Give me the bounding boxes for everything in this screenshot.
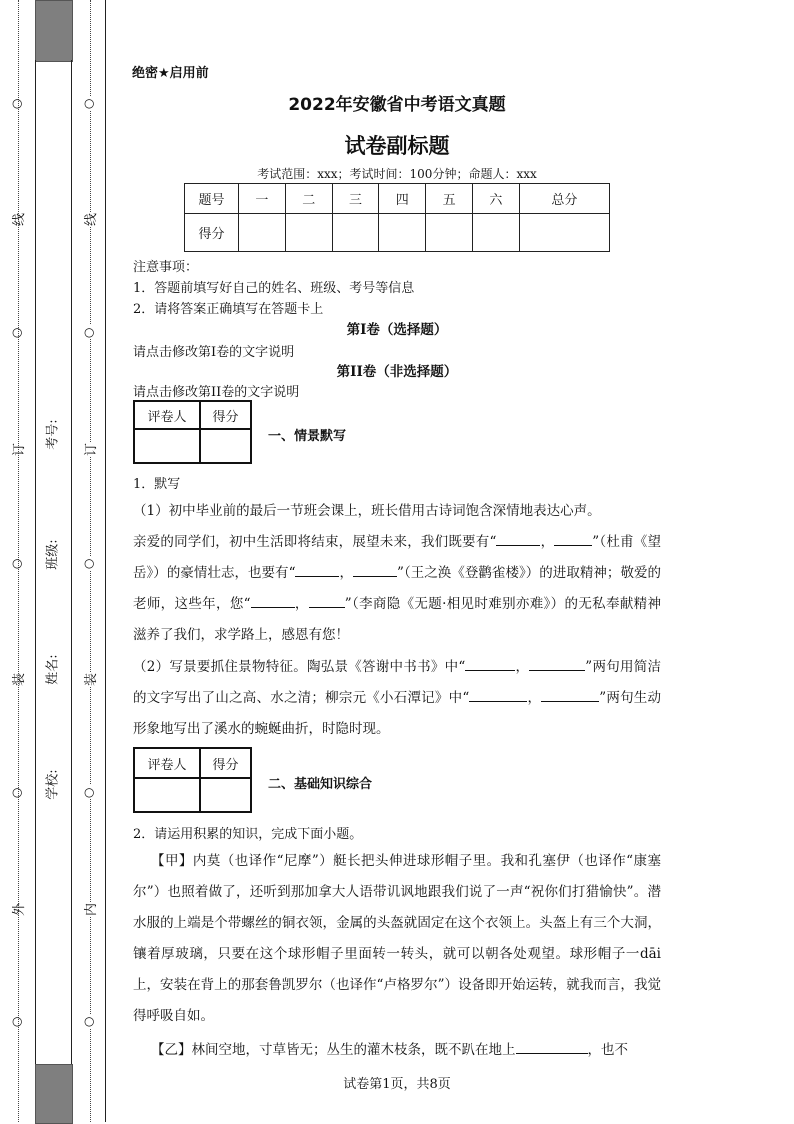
outer-mark: ○ — [12, 556, 23, 570]
outer-mark: ○ — [12, 785, 23, 799]
question-text: ”（王之涣《登鹳雀楼》）的进取精神；敬爱的老师，这些年，您“ — [133, 565, 661, 612]
answer-blank[interactable] — [309, 593, 345, 608]
score-table-header: 二 — [285, 184, 332, 214]
score-table-header: 总分 — [519, 184, 609, 214]
grader-score-cell[interactable] — [200, 429, 251, 463]
binding-frame-line-left — [35, 60, 36, 1064]
score-cell[interactable] — [379, 214, 426, 252]
field-class[interactable]: 班级: — [45, 539, 61, 570]
grader-reviewer-label: 评卷人 — [134, 748, 200, 778]
inner-mark: 订 — [80, 443, 99, 456]
grader-reviewer-cell[interactable] — [134, 429, 200, 463]
passage-text: 【甲】内莫（也译作“尼摩”）艇长把头伸进球形帽子里。我和孔塞伊（也译作“康塞尔”）也照着做了，还听到那加拿大人语带讥讽地跟我们说了一声“祝你们打猎愉快”。潜水服的上端是个带螺丝的铜衣领，金属的头盔就固定在这个衣领上。头盔上有三个大洞，镶着厚玻璃，只要在这个球形帽子里面转一转头，就可以朝各处观望。球形帽子一dāi上，安装在背上的那套鲁凯罗尔（也译作“卢格罗尔”）设备即开始运转，就我而言，我觉得呼吸自如。 — [133, 853, 661, 1024]
notes-heading: 注意事项： — [133, 260, 199, 275]
score-cell[interactable] — [426, 214, 473, 252]
answer-blank[interactable] — [353, 562, 397, 577]
score-cell[interactable] — [239, 214, 286, 252]
notes-item: 1．答题前填写好自己的姓名、班级、考号等信息 — [133, 281, 415, 296]
grader-score-cell[interactable] — [200, 778, 251, 812]
section-title: 二、基础知识综合 — [268, 777, 373, 792]
outer-mark: 线 — [12, 212, 28, 227]
answer-blank[interactable] — [541, 687, 599, 702]
question-text: ”（杜甫《望岳》）的豪情壮志，也要有“ — [133, 534, 661, 581]
field-exam-number[interactable]: 考号: — [45, 419, 61, 450]
question-text: ， — [339, 565, 354, 581]
binding-gray-block-top — [35, 0, 73, 62]
outer-mark: 外 — [12, 902, 28, 917]
score-table-header: 六 — [472, 184, 519, 214]
passage-jia — [133, 846, 661, 1032]
inner-mark: ○ — [84, 96, 95, 110]
confidential-label: 绝密★启用前 — [132, 66, 209, 81]
passage-text: 【乙】林间空地，寸草皆无；丛生的灌木枝条，既不趴在地上 — [151, 1042, 516, 1058]
score-table — [184, 183, 610, 252]
question-paragraph — [133, 652, 661, 745]
grader-reviewer-label: 评卷人 — [134, 401, 200, 429]
inner-mark: 内 — [80, 903, 99, 916]
grader-score-label: 得分 — [200, 748, 251, 778]
answer-blank[interactable] — [251, 593, 295, 608]
section-title: 一、情景默写 — [268, 429, 347, 444]
passage-text: ，也不 — [587, 1042, 628, 1058]
score-table-header: 一 — [239, 184, 286, 214]
question-text: 亲爱的同学们，初中生活即将结束，展望未来，我们既要有“ — [133, 534, 497, 550]
score-table-header: 四 — [379, 184, 426, 214]
page-footer: 试卷第1页，共8页 — [343, 1077, 451, 1092]
answer-blank[interactable] — [496, 531, 540, 546]
answer-blank[interactable] — [295, 562, 339, 577]
score-cell[interactable] — [519, 214, 609, 252]
passage-yi — [133, 1035, 661, 1066]
question-text: ， — [294, 596, 309, 612]
question-text: ， — [515, 659, 530, 675]
answer-blank[interactable] — [516, 1039, 588, 1054]
score-table-header: 题号 — [185, 184, 239, 214]
question-text: （2）写景要抓住景物特征。陶弘景《答谢中书书》中“ — [133, 659, 466, 675]
outer-mark: ○ — [12, 325, 23, 339]
grader-box — [133, 747, 252, 813]
question-text: ， — [540, 534, 555, 550]
inner-mark: 线 — [80, 213, 99, 226]
outer-mark: ○ — [12, 1014, 23, 1028]
question-text: ”两句用简洁的文字写出了山之高、水之清；柳宗元《小石潭记》中“ — [133, 659, 662, 706]
grader-reviewer-cell[interactable] — [134, 778, 200, 812]
score-table-header: 五 — [426, 184, 473, 214]
answer-blank[interactable] — [529, 656, 585, 671]
score-cell[interactable] — [285, 214, 332, 252]
question-label: 2．请运用积累的知识，完成下面小题。 — [133, 827, 363, 842]
question-text: ”两句生动形象地写出了溪水的蜿蜒曲折，时隐时现。 — [133, 690, 662, 737]
exam-title: 2022年安徽省中考语文真题 — [288, 95, 506, 115]
outer-mark: 订 — [12, 442, 28, 457]
score-cell[interactable] — [472, 214, 519, 252]
binding-frame-line-right — [71, 60, 72, 1064]
score-cell[interactable] — [332, 214, 379, 252]
exam-info: 考试范围：xxx；考试时间：100分钟；命题人：xxx — [257, 167, 537, 181]
vol1-title: 第I卷（选择题） — [346, 322, 448, 338]
vol2-desc[interactable]: 请点击修改第II卷的文字说明 — [133, 385, 300, 400]
inner-mark: ○ — [84, 785, 95, 799]
grader-score-label: 得分 — [200, 401, 251, 429]
field-school[interactable]: 学校: — [45, 769, 61, 800]
vol2-title: 第II卷（非选择题） — [336, 364, 458, 380]
outer-mark: 装 — [12, 672, 28, 687]
inner-mark: ○ — [84, 325, 95, 339]
question-paragraph — [133, 527, 661, 651]
question-text: ”（李商隐《无题·相见时难别亦难》）的无私奉献精神滋养了我们，求学路上，感恩有您！ — [133, 596, 661, 643]
inner-mark: ○ — [84, 556, 95, 570]
grader-box — [133, 400, 252, 464]
notes-item: 2．请将答案正确填写在答题卡上 — [133, 302, 324, 317]
score-row-label: 得分 — [185, 214, 239, 252]
score-table-header: 三 — [332, 184, 379, 214]
field-name[interactable]: 姓名: — [45, 654, 61, 685]
question-text: ， — [527, 690, 542, 706]
outer-mark: ○ — [12, 96, 23, 110]
inner-mark: ○ — [84, 1014, 95, 1028]
vol1-desc[interactable]: 请点击修改第I卷的文字说明 — [133, 345, 295, 360]
question-text: （1）初中毕业前的最后一节班会课上，班长借用古诗词饱含深情地表达心声。 — [133, 503, 601, 519]
inner-mark: 装 — [80, 673, 99, 686]
answer-blank[interactable] — [465, 656, 515, 671]
exam-subtitle: 试卷副标题 — [344, 134, 450, 158]
answer-blank[interactable] — [554, 531, 592, 546]
question-label: 1．默写 — [133, 477, 181, 492]
answer-blank[interactable] — [469, 687, 527, 702]
question-paragraph — [133, 496, 661, 527]
